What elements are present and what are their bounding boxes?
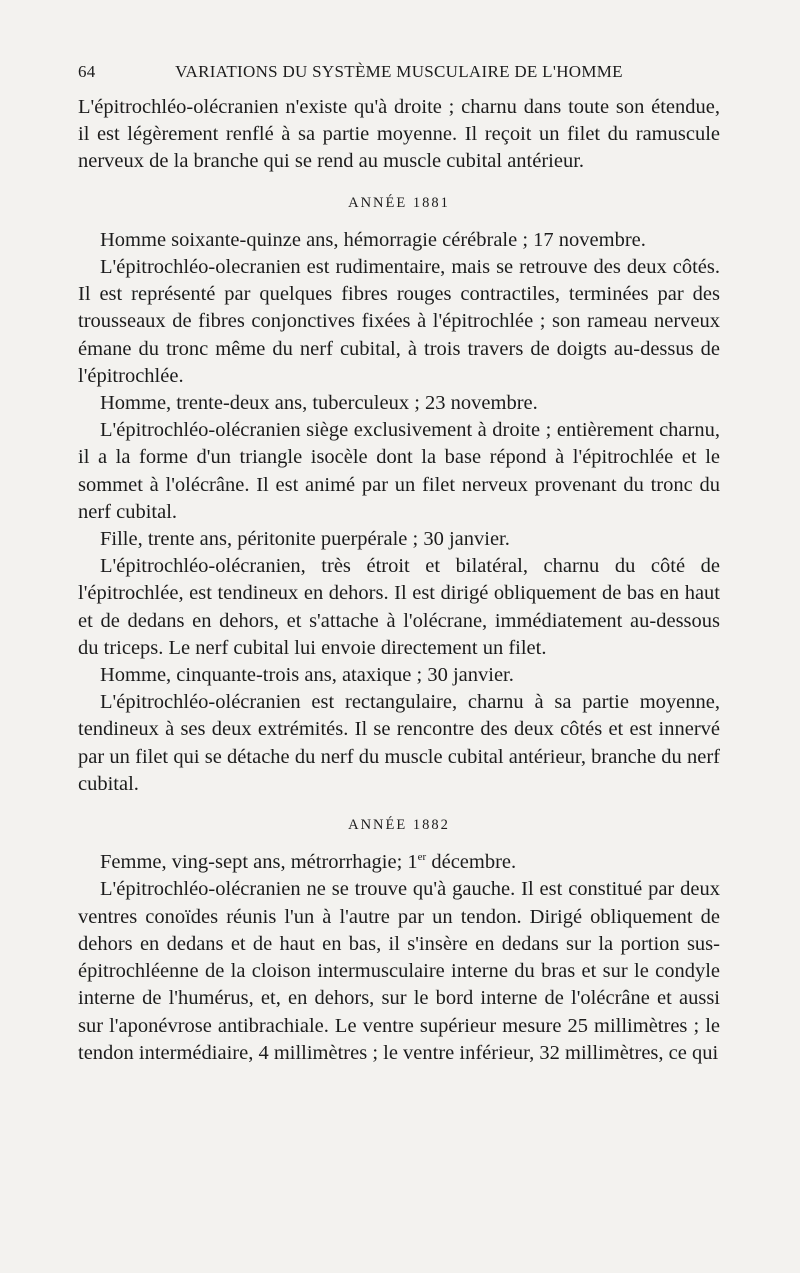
paragraph: L'épitrochléo-olecranien est rudimentaire, mais se retrouve des deux côtés. Il est représenté par quelques fibres rouges contractiles, terminées par des trousseaux de fibres conjonctives fixées à l'épitrochlée ; son rameau nerveux émane du tronc même du nerf cubital, à trois travers de doigts au-dessus de l'épitrochlée.: [78, 256, 720, 387]
case-heading: Fille, trente ans, péritonite puerpérale ; 30 janvier.: [100, 528, 510, 551]
case-heading: [78, 849, 720, 876]
paragraph: L'épitrochléo-olécranien n'existe qu'à droite ; charnu dans toute son étendue, il est légèrement renflé à sa partie moyenne. Il reçoit un filet du ramuscule nerveux de la branche qui se rend au muscle cubital antérieur.: [78, 96, 720, 173]
paragraph: L'épitrochléo-olécranien, très étroit et bilatéral, charnu du côté de l'épitrochlée, est tendineux en dehors. Il est dirigé obliquement de bas en haut et de dedans en dehors, et s'attache à l'olécrane, immédiatement au-dessous du triceps. Le nerf cubital lui envoie directement un filet.: [78, 555, 720, 659]
year-heading-1882: ANNÉE 1882: [348, 817, 450, 834]
case-heading: Homme soixante-quinze ans, hémorragie cérébrale ; 17 novembre.: [100, 228, 646, 251]
year-heading-1881: ANNÉE 1881: [348, 194, 450, 211]
paragraph: L'épitrochléo-olécranien est rectangulaire, charnu à sa partie moyenne, tendineux à ses deux extrémités. Il se rencontre des deux côtés et est innervé par un filet qui se détache du nerf du muscle cubital antérieur, branche du nerf cubital.: [78, 691, 720, 795]
ordinal-suffix: er: [417, 851, 427, 864]
running-title: VARIATIONS DU SYSTÈME MUSCULAIRE DE L'HOMME: [175, 62, 623, 81]
case-heading: Homme, cinquante-trois ans, ataxique ; 30 janvier.: [100, 664, 514, 687]
paragraph: L'épitrochléo-olécranien ne se trouve qu'à gauche. Il est constitué par deux ventres conoïdes réunis l'un à l'autre par un tendon. Dirigé obliquement de dehors en dedans et de haut en bas, il s'insère en dedans sur la portion sus-épitrochléenne de la cloison intermusculaire interne du bras et sur le condyle interne de l'humérus, et, en dehors, sur le bord interne de l'olécrâne et aussi sur l'aponévrose antibrachiale. Le ventre supérieur mesure 25 millimètres ; le tendon intermédiaire, 4 millimètres ; le ventre inférieur, 32 millimètres, ce qui: [78, 878, 720, 1064]
case-heading-text: Femme, ving-sept ans, métrorrhagie; 1: [100, 851, 418, 874]
case-heading-date: décembre.: [426, 851, 517, 874]
paragraph: L'épitrochléo-olécranien siège exclusivement à droite ; entièrement charnu, il a la forme d'un triangle isocèle dont la base répond à l'épitrochlée et le sommet à l'olécrâne. Il est animé par un filet nerveux provenant du tronc du nerf cubital.: [78, 419, 720, 523]
page-number: 64: [78, 62, 96, 81]
page-header: [78, 62, 720, 86]
body-text: [78, 94, 720, 1067]
case-heading: Homme, trente-deux ans, tuberculeux ; 23 novembre.: [100, 392, 538, 415]
